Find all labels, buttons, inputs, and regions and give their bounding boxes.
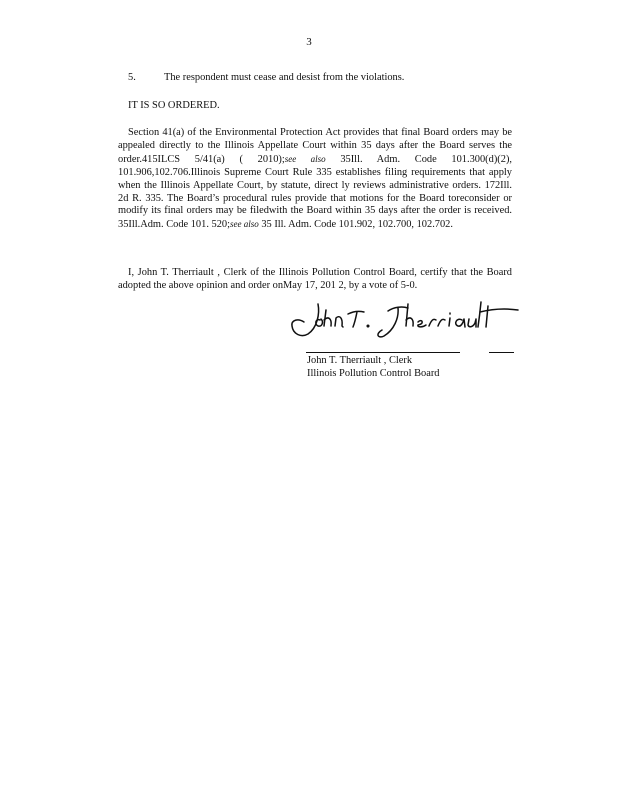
handwritten-signature: [290, 296, 526, 344]
appeal-paragraph: [118, 127, 512, 232]
so-ordered-line: IT IS SO ORDERED.: [128, 100, 220, 111]
signature-line-extension: [489, 352, 514, 353]
signature-line: [306, 352, 460, 353]
clerk-title: Illinois Pollution Control Board: [307, 367, 440, 379]
clerk-signature-block: [307, 355, 507, 381]
citation-signal: see also: [229, 219, 259, 230]
item-text: The respondent must cease and desist from the violations.: [164, 72, 405, 83]
ordered-item-5: [118, 72, 512, 85]
clerk-name: John T. Therriault , Clerk: [307, 355, 413, 366]
item-number: 5.: [128, 72, 136, 83]
citation-signal: see also: [284, 153, 326, 164]
clerk-certification: I, John T. Therriault , Clerk of the Illinois Pollution Control Board, certify that the Board adopted the above opinion and order onMay 17, 201 2, by a vote of 5-0.: [118, 267, 512, 291]
appeal-text-part-1: Section 41(a) of the Environmental Protection Act provides that final Board orders may be appealed directly to the Illinois Appellate Court within 35 days after the Board serves the order.415ILCS 5/41(a) ( 2010);: [118, 127, 512, 165]
appeal-text-part-2: 35Ill. Adm. Code 101.300(d)(2), 101.906,102.706.Illinois Supreme Court Rule 335 establishes filing requirements that apply when the Illinois Appellate Court, by statute, direct ly reviews administrative orders. 172Ill. 2d R. 335. The Board’s procedural rules provide that motions for the Board toreconsider or modify its final orders may be filedwith the Board within 35 days after the order is received. 35Ill.Adm. Code 101. 520;: [118, 153, 513, 231]
appeal-text-part-3: 35 Ill. Adm. Code 101.902, 102.700, 102.702.: [258, 219, 453, 231]
page-number: 3: [306, 36, 312, 48]
